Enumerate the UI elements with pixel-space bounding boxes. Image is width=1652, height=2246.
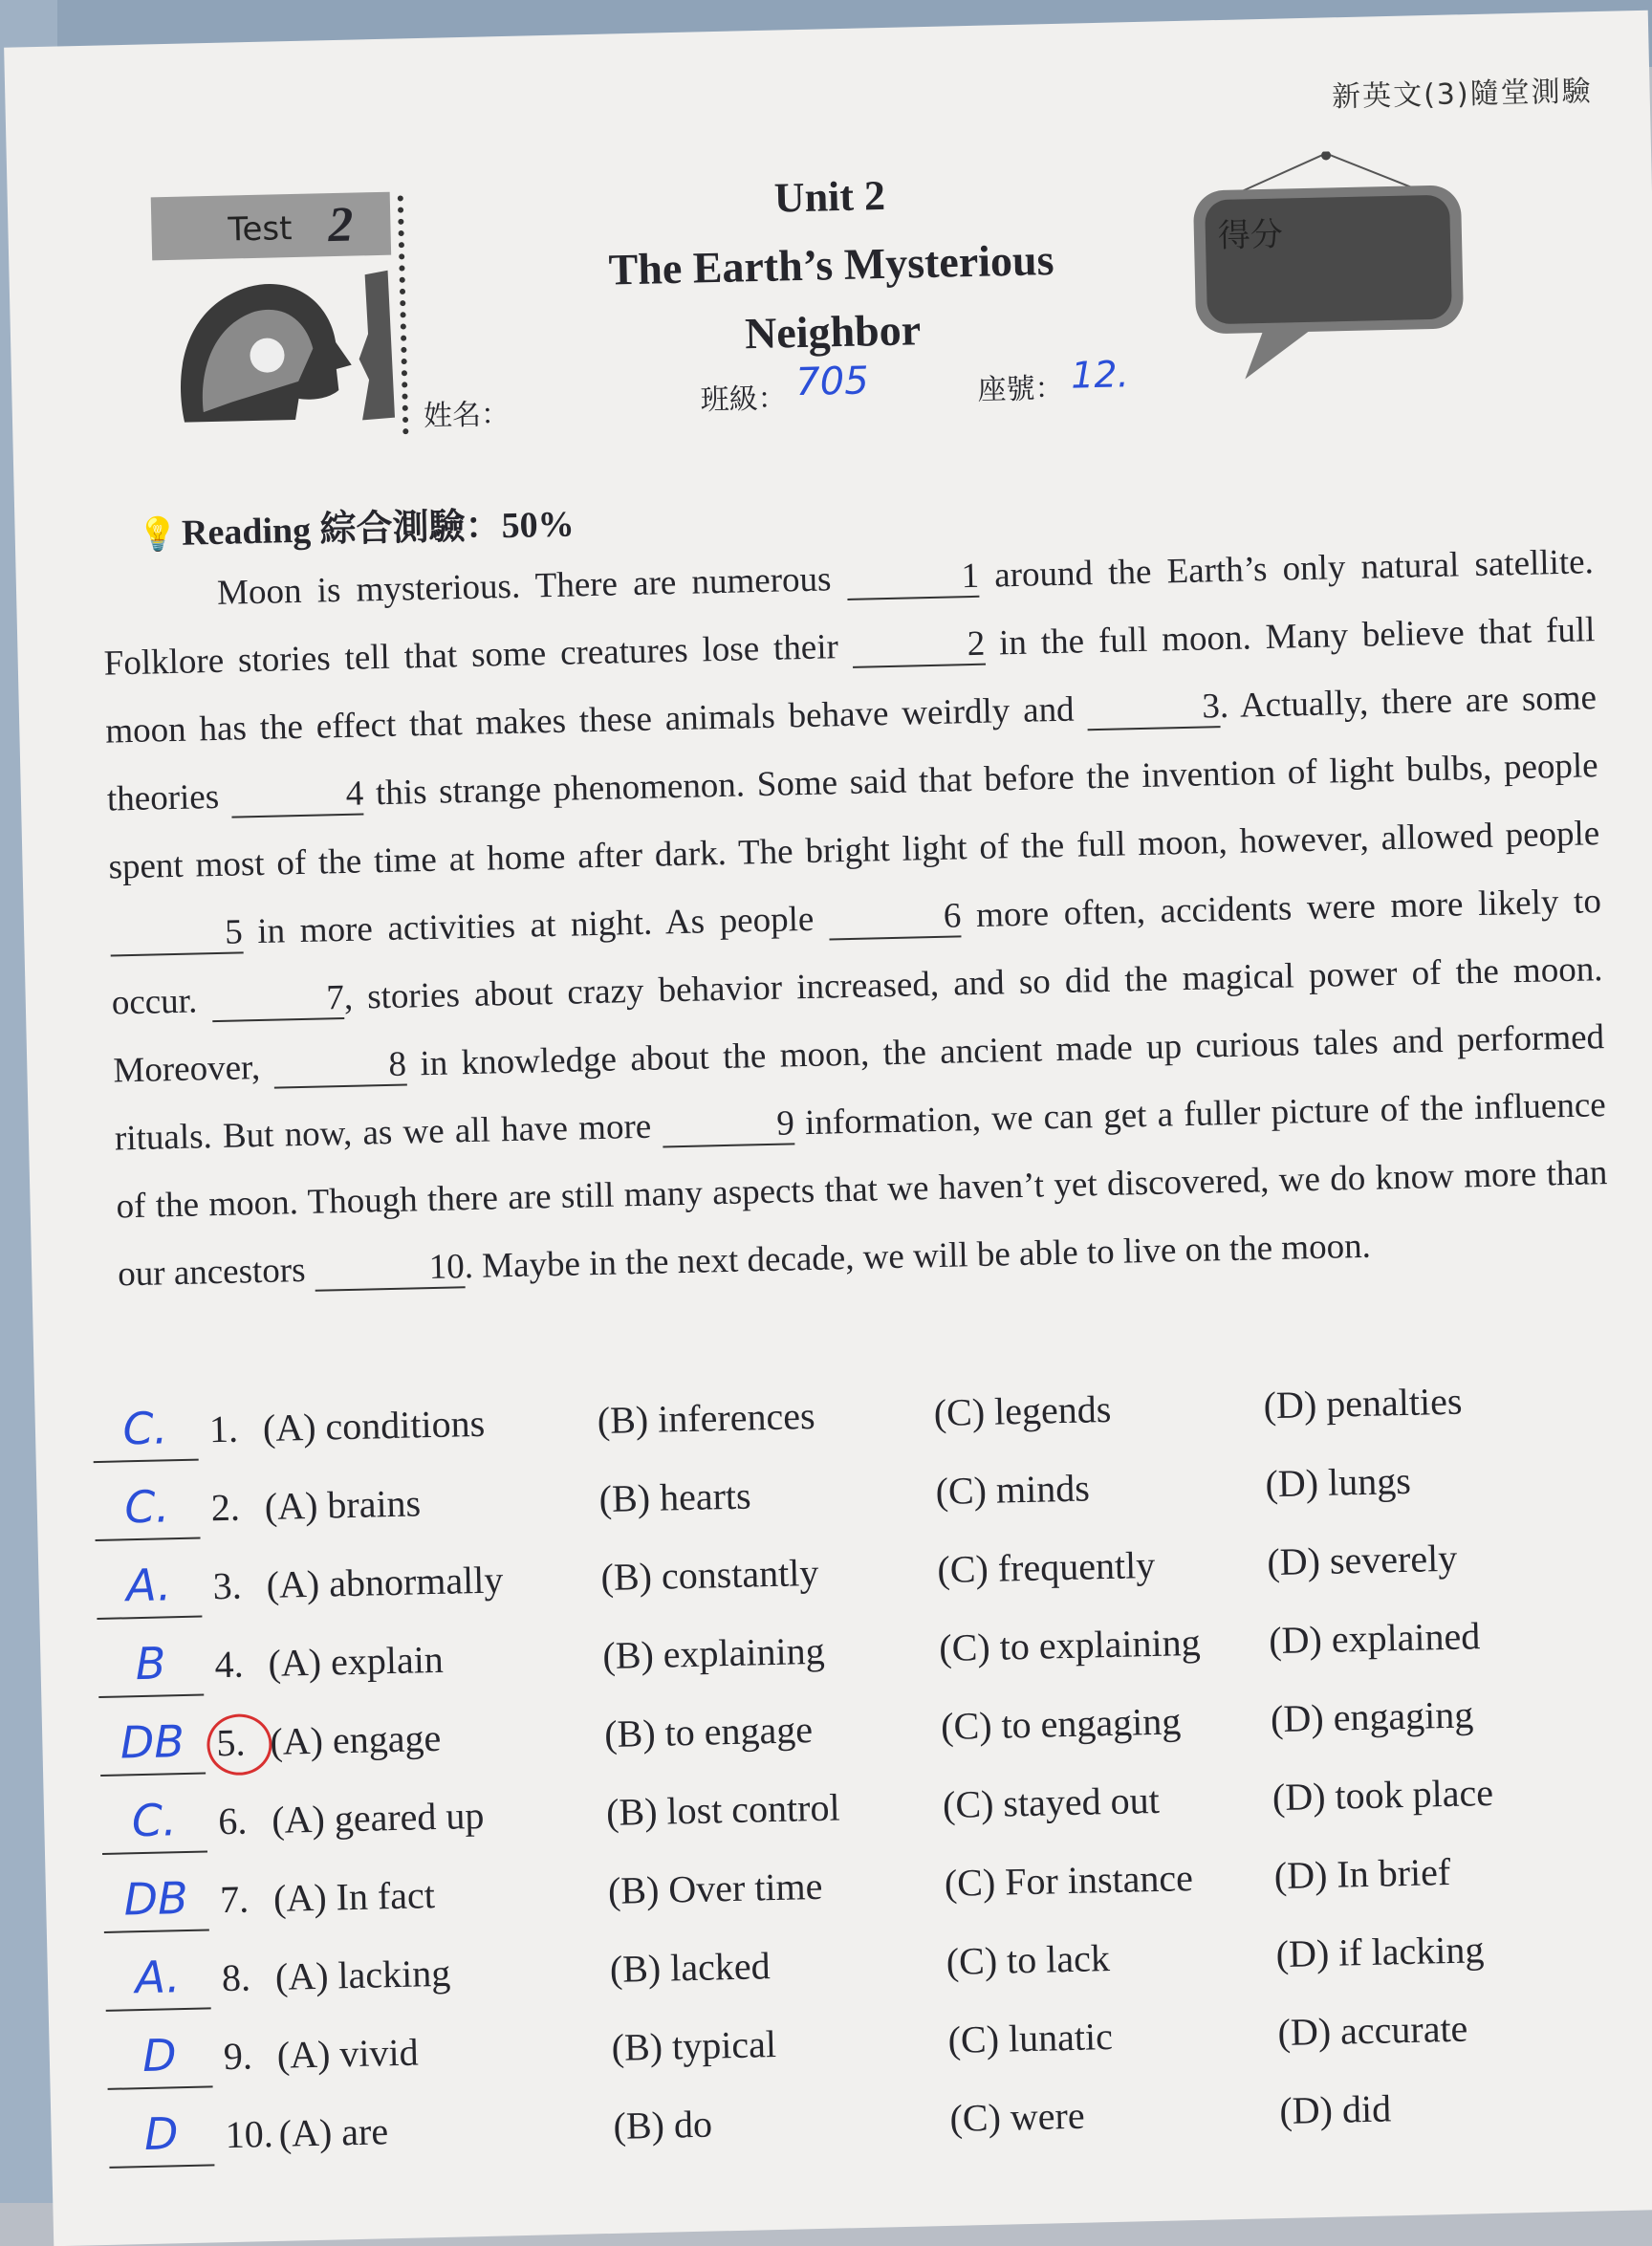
score-bubble-icon <box>1183 148 1474 384</box>
blank-1: 1 <box>846 557 979 600</box>
option-b[interactable]: (B) lost control <box>605 1785 841 1834</box>
option-d[interactable]: (D) engaging <box>1270 1692 1474 1741</box>
reading-passage <box>101 528 1609 1308</box>
option-a[interactable]: (A) engage <box>269 1715 442 1763</box>
test-word: Test <box>228 209 293 250</box>
question-number: 8. <box>221 1955 251 2000</box>
passage-paragraph <box>101 528 1609 1308</box>
answer-field[interactable]: A. <box>96 1557 202 1620</box>
passage-text: Moon is mysterious. There are numerous <box>216 558 848 613</box>
passage-text: , stories about crazy behavior increased, and so did the magical power of the moon. Moreover, <box>112 949 1603 1091</box>
option-d[interactable]: (D) explained <box>1268 1614 1481 1663</box>
option-d[interactable]: (D) did <box>1278 2086 1392 2133</box>
answer-field[interactable]: DB <box>99 1713 206 1777</box>
blank-7: 7 <box>211 979 344 1022</box>
option-d[interactable]: (D) penalties <box>1263 1379 1463 1428</box>
lightbulb-icon: 💡 <box>137 516 179 554</box>
answer-field[interactable]: D <box>106 2026 212 2089</box>
title-line-2: Neighbor <box>744 305 922 359</box>
option-a[interactable]: (A) are <box>278 2109 389 2155</box>
option-a[interactable]: (A) brains <box>264 1481 422 1529</box>
option-b[interactable]: (B) explaining <box>601 1628 826 1678</box>
blank-5: 5 <box>110 913 243 956</box>
class-field[interactable]: 705 <box>794 359 870 405</box>
option-b[interactable]: (B) lacked <box>609 1944 772 1991</box>
passage-text: this strange phenomenon. Some said that before the invention of light bulbs, people spent most of the time at home after dark. The bright light of the full moon, however, allowed people <box>108 746 1600 887</box>
blank-8: 8 <box>273 1046 406 1089</box>
seat-field[interactable]: 12. <box>1070 353 1130 397</box>
option-a[interactable]: (A) vivid <box>276 2030 420 2077</box>
option-b[interactable]: (B) inferences <box>597 1393 815 1443</box>
option-a[interactable]: (A) In fact <box>272 1873 436 1920</box>
passage-text: in the full moon. Many believe that full moon has the effect that makes these animals behave weirdly and <box>104 610 1596 752</box>
blank-4: 4 <box>230 774 363 818</box>
option-a[interactable]: (A) explain <box>268 1637 445 1685</box>
option-c[interactable]: (C) frequently <box>936 1542 1156 1592</box>
passage-text: . Actually, there are some theories <box>106 678 1598 819</box>
option-d[interactable]: (D) if lacking <box>1275 1928 1485 1976</box>
blank-6: 6 <box>829 897 962 940</box>
answer-field[interactable]: DB <box>102 1869 208 1932</box>
passage-text: in more activities at night. As people <box>242 899 830 952</box>
option-c[interactable]: (C) legends <box>933 1386 1112 1435</box>
name-label: 姓名： <box>423 397 511 433</box>
test-number: 2 <box>327 197 355 253</box>
passage-text: in knowledge about the moon, the ancient made up curious tales and performed rituals. But now, as we all have more <box>114 1017 1605 1159</box>
page-title <box>487 224 1178 373</box>
question-list <box>92 1367 1639 2186</box>
option-b[interactable]: (B) typical <box>611 2022 777 2069</box>
score-label: 得分 <box>1217 215 1284 256</box>
answer-field[interactable]: D <box>108 2104 214 2168</box>
option-c[interactable]: (C) minds <box>935 1466 1091 1514</box>
option-c[interactable]: (C) to explaining <box>938 1620 1202 1670</box>
question-number: 2. <box>210 1485 241 1530</box>
option-a[interactable]: (A) conditions <box>262 1401 486 1450</box>
option-c[interactable]: (C) For instance <box>944 1856 1194 1905</box>
option-a[interactable]: (A) abnormally <box>266 1558 504 1606</box>
option-d[interactable]: (D) accurate <box>1277 2006 1468 2055</box>
option-c[interactable]: (C) to engaging <box>940 1699 1182 1749</box>
option-b[interactable]: (B) Over time <box>607 1864 823 1912</box>
option-a[interactable]: (A) lacking <box>274 1951 451 1998</box>
section-heading-text: Reading 綜合測驗：50% <box>181 504 576 554</box>
question-number: 6. <box>217 1799 248 1843</box>
option-c[interactable]: (C) were <box>949 2093 1086 2140</box>
blank-10: 10 <box>314 1248 465 1292</box>
answer-field[interactable]: A. <box>104 1948 210 2011</box>
answer-field[interactable]: C. <box>101 1791 207 1854</box>
blank-3: 3 <box>1087 687 1220 730</box>
blank-2: 2 <box>852 625 985 668</box>
test-label <box>151 192 391 261</box>
option-d[interactable]: (D) In brief <box>1273 1849 1451 1898</box>
publisher-header: 新英文(3)隨堂測驗 <box>1331 75 1593 115</box>
unit-label: Unit 2 <box>773 171 886 222</box>
option-d[interactable]: (D) severely <box>1266 1536 1458 1584</box>
question-number: 4. <box>214 1642 245 1687</box>
question-number: 5. <box>215 1720 246 1765</box>
option-c[interactable]: (C) stayed out <box>942 1777 1161 1826</box>
blank-9: 9 <box>662 1104 794 1147</box>
option-d[interactable]: (D) took place <box>1272 1770 1494 1820</box>
question-number: 10. <box>225 2111 274 2157</box>
answer-field[interactable]: B <box>98 1635 204 1698</box>
option-c[interactable]: (C) to lack <box>946 1936 1111 1983</box>
question-number: 1. <box>208 1406 239 1451</box>
question-number: 9. <box>223 2034 253 2079</box>
option-c[interactable]: (C) lunatic <box>947 2015 1114 2061</box>
title-line-1: The Earth’s Mysterious <box>608 234 1054 294</box>
answer-field[interactable]: C. <box>94 1478 200 1541</box>
question-number: 7. <box>219 1877 250 1922</box>
option-b[interactable]: (B) to engage <box>603 1708 814 1756</box>
section-heading <box>137 493 575 556</box>
option-d[interactable]: (D) lungs <box>1265 1458 1412 1506</box>
passage-text: information, we can get a fuller picture of the influence of the moon. Though there are still many aspects that we haven’t yet discovered, we do know more than our ancestors <box>116 1085 1608 1295</box>
option-a[interactable]: (A) geared up <box>271 1793 485 1842</box>
passage-text: more often, accidents were more likely to occur. <box>111 882 1602 1023</box>
option-b[interactable]: (B) constantly <box>600 1550 819 1600</box>
head-profile-icon <box>162 264 404 432</box>
question-number: 3. <box>212 1563 243 1608</box>
seat-label: 座號： <box>977 371 1064 407</box>
class-label: 班級： <box>700 382 788 418</box>
passage-text: around the Earth’s only natural satellite. Folklore stories tell that some creatures lose their <box>103 542 1595 684</box>
option-b[interactable]: (B) hearts <box>598 1473 752 1521</box>
answer-field[interactable]: C. <box>92 1400 198 1463</box>
option-b[interactable]: (B) do <box>613 2102 713 2148</box>
passage-text: . Maybe in the next decade, we will be able to live on the moon. <box>464 1226 1372 1287</box>
worksheet-page <box>4 11 1652 2246</box>
